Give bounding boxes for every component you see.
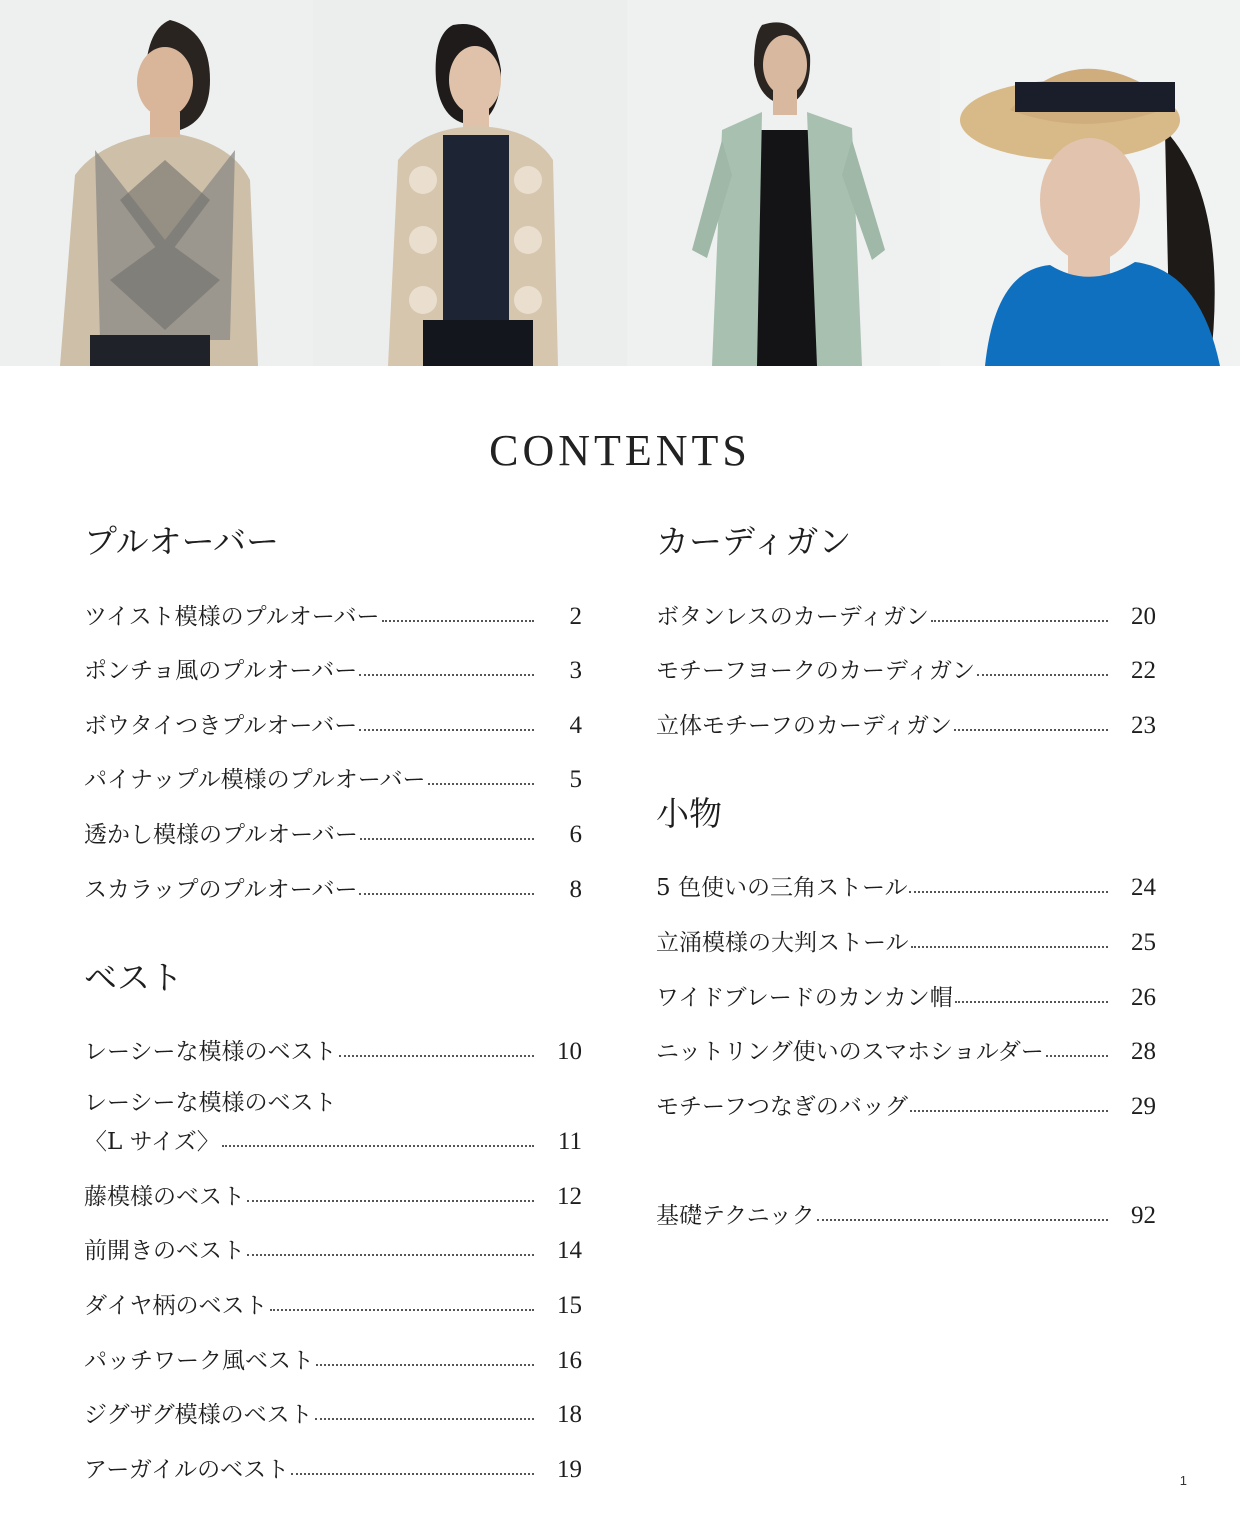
toc-entry-title: 藤模様のベスト bbox=[84, 1183, 245, 1210]
toc-entry[interactable] bbox=[84, 740, 582, 795]
toc-entry-subtitle: 〈L サイズ〉 bbox=[84, 1129, 220, 1156]
section-heading-vest: ベスト bbox=[84, 957, 183, 997]
dot-leader bbox=[247, 1200, 534, 1202]
dot-leader bbox=[909, 891, 1108, 893]
dot-leader bbox=[817, 1219, 1108, 1221]
pullover-list bbox=[84, 576, 582, 904]
toc-entry-page: 12 bbox=[557, 1182, 582, 1210]
dot-leader bbox=[910, 1110, 1108, 1112]
toc-entry-page: 22 bbox=[1131, 657, 1156, 685]
dot-leader bbox=[360, 838, 534, 840]
toc-entry[interactable] bbox=[84, 1066, 582, 1156]
dot-leader bbox=[955, 1001, 1108, 1003]
cardigan-list bbox=[656, 576, 1156, 740]
toc-entry-page: 16 bbox=[557, 1346, 582, 1374]
section-heading-cardigan: カーディガン bbox=[656, 522, 852, 561]
toc-entry[interactable] bbox=[656, 957, 1156, 1012]
toc-entry-page: 23 bbox=[1131, 711, 1156, 739]
toc-entry-title: ワイドブレードのカンカン帽 bbox=[656, 984, 953, 1011]
toc-entry[interactable] bbox=[84, 1012, 582, 1067]
toc-entry-page: 2 bbox=[569, 602, 582, 630]
toc-entry[interactable] bbox=[84, 1211, 582, 1266]
toc-entry[interactable] bbox=[656, 631, 1156, 686]
toc-entry-title: パッチワーク風ベスト bbox=[84, 1347, 314, 1374]
toc-entry-title: 前開きのベスト bbox=[84, 1238, 245, 1265]
dot-leader bbox=[911, 946, 1108, 948]
dot-leader bbox=[954, 729, 1108, 731]
toc-entry-title: 立涌模様の大判ストール bbox=[656, 929, 909, 956]
toc-entry-page: 4 bbox=[569, 711, 582, 739]
toc-entry-page: 15 bbox=[557, 1291, 582, 1319]
toc-entry-title: ポンチョ風のプルオーバー bbox=[84, 658, 358, 685]
toc-entry-title: ダイヤ柄のベスト bbox=[84, 1292, 268, 1319]
toc-entry-title: ツイスト模様のプルオーバー bbox=[84, 603, 380, 630]
toc-entry-title: パイナップル模様のプルオーバー bbox=[84, 767, 426, 794]
toc-entry-title: レーシーな模様のベスト bbox=[84, 1039, 337, 1066]
dot-leader bbox=[359, 893, 534, 895]
vest-list bbox=[84, 1012, 582, 1484]
dot-leader bbox=[316, 1364, 534, 1366]
toc-entry[interactable] bbox=[656, 848, 1156, 903]
section-heading-accessories: 小物 bbox=[656, 793, 722, 833]
toc-entry-page: 6 bbox=[569, 820, 582, 848]
toc-entry-page: 5 bbox=[569, 766, 582, 794]
dot-leader bbox=[382, 620, 534, 622]
photo-model-straw-hat bbox=[940, 0, 1240, 366]
toc-entry-title: モチーフヨークのカーディガン bbox=[656, 658, 976, 685]
contents-left-column bbox=[84, 520, 582, 1484]
dot-leader bbox=[247, 1254, 534, 1256]
dot-leader bbox=[428, 783, 534, 785]
section-heading-pullover: プルオーバー bbox=[84, 522, 280, 561]
photo-model-beige-vest bbox=[313, 0, 627, 366]
toc-entry[interactable] bbox=[656, 576, 1156, 631]
section-spacer bbox=[656, 740, 1156, 792]
photo-strip bbox=[0, 0, 1240, 366]
dot-leader bbox=[270, 1309, 534, 1311]
toc-entry-title: アーガイルのベスト bbox=[84, 1456, 290, 1483]
toc-entry-page: 8 bbox=[569, 875, 582, 903]
toc-entry[interactable] bbox=[656, 1012, 1156, 1067]
toc-entry-page: 29 bbox=[1131, 1092, 1156, 1120]
toc-entry-title: ジグザグ模様のベスト bbox=[84, 1402, 313, 1429]
dot-leader bbox=[977, 674, 1108, 676]
toc-entry-title: レーシーな模様のベスト bbox=[84, 1090, 337, 1117]
toc-entry[interactable] bbox=[656, 902, 1156, 957]
toc-entry-page: 11 bbox=[557, 1128, 582, 1156]
toc-entry-title: ボウタイつきプルオーバー bbox=[84, 712, 358, 739]
toc-entry-title: スカラップのプルオーバー bbox=[84, 876, 358, 903]
toc-entry-title: ボタンレスのカーディガン bbox=[656, 603, 929, 630]
toc-entry-page: 24 bbox=[1131, 874, 1156, 902]
toc-entry[interactable] bbox=[84, 794, 582, 849]
toc-entry-title: 立体モチーフのカーディガン bbox=[656, 712, 953, 739]
toc-entry-page: 92 bbox=[1131, 1202, 1156, 1230]
contents-right-column bbox=[656, 520, 1156, 1230]
toc-entry-page: 14 bbox=[557, 1237, 582, 1265]
dot-leader bbox=[222, 1145, 534, 1147]
toc-entry-title: 基礎テクニック bbox=[656, 1203, 815, 1230]
accessories-list bbox=[656, 848, 1156, 1121]
toc-entry-page: 25 bbox=[1131, 928, 1156, 956]
photo-model-green-cardigan bbox=[627, 0, 940, 366]
toc-entry[interactable] bbox=[84, 631, 582, 686]
dot-leader bbox=[291, 1473, 534, 1475]
section-spacer bbox=[84, 904, 582, 956]
toc-entry[interactable] bbox=[656, 1066, 1156, 1121]
toc-entry[interactable] bbox=[84, 1156, 582, 1211]
toc-entry-title: 5 色使いの三角ストール bbox=[656, 875, 908, 902]
toc-entry-page: 26 bbox=[1131, 983, 1156, 1011]
dot-leader bbox=[339, 1055, 534, 1057]
toc-entry[interactable] bbox=[84, 849, 582, 904]
toc-entry-page: 3 bbox=[569, 657, 582, 685]
toc-entry[interactable] bbox=[84, 1429, 582, 1484]
toc-entry-title: モチーフつなぎのバッグ bbox=[656, 1093, 908, 1120]
page-title: CONTENTS bbox=[489, 426, 751, 475]
toc-entry-second-line bbox=[84, 1120, 582, 1156]
toc-entry-page: 19 bbox=[557, 1455, 582, 1483]
toc-entry[interactable] bbox=[656, 685, 1156, 740]
toc-entry-page: 18 bbox=[557, 1401, 582, 1429]
page-number: 1 bbox=[1179, 1473, 1187, 1488]
section-spacer bbox=[656, 1121, 1156, 1176]
toc-entry-title: 透かし模様のプルオーバー bbox=[84, 821, 358, 848]
toc-entry-title: ニットリング使いのスマホショルダー bbox=[656, 1039, 1044, 1066]
toc-entry[interactable] bbox=[84, 1265, 582, 1320]
toc-entry-page: 28 bbox=[1131, 1038, 1156, 1066]
dot-leader bbox=[359, 674, 534, 676]
dot-leader bbox=[315, 1418, 534, 1420]
dot-leader bbox=[931, 620, 1108, 622]
photo-model-gray-pullover bbox=[0, 0, 313, 366]
dot-leader bbox=[1046, 1055, 1108, 1057]
toc-entry-page: 10 bbox=[557, 1038, 582, 1066]
toc-entry-basics[interactable] bbox=[656, 1176, 1156, 1231]
toc-entry[interactable] bbox=[84, 576, 582, 631]
dot-leader bbox=[359, 729, 534, 731]
toc-entry[interactable] bbox=[84, 685, 582, 740]
toc-entry[interactable] bbox=[84, 1320, 582, 1375]
toc-entry[interactable] bbox=[84, 1375, 582, 1430]
toc-entry-page: 20 bbox=[1131, 602, 1156, 630]
